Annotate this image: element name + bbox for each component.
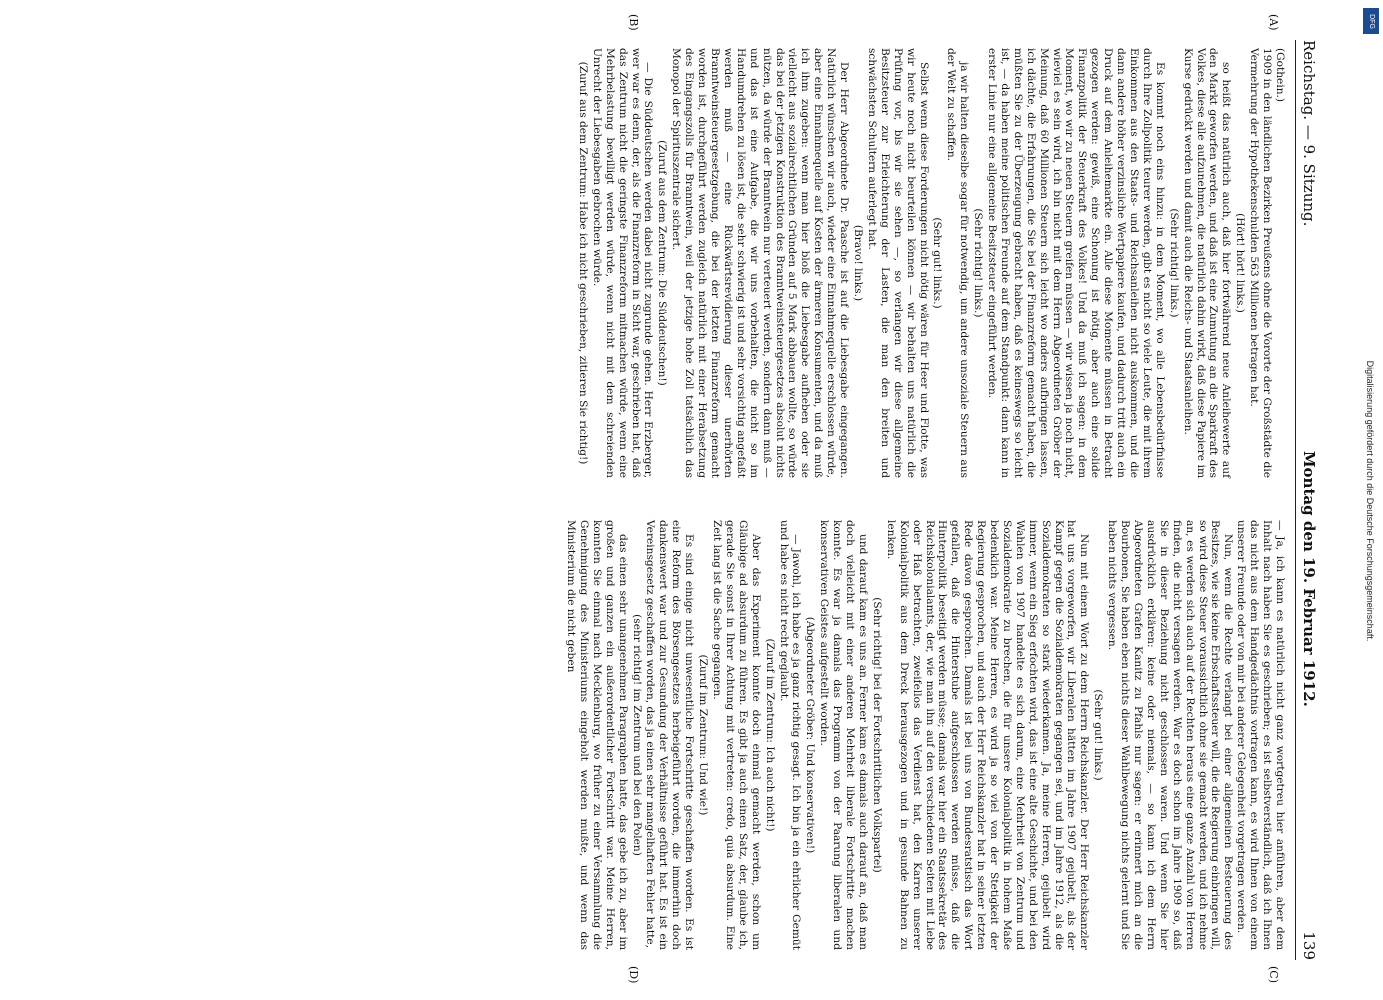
footer-credit-strip: [1360, 6, 1382, 996]
paragraph: Es sind einige nicht unwesentliche Fortschritte geschaffen worden. Es ist eine Reform des Börsengesetzes herbeigeführt worden, die immerhin doch dankenswert war und zur Gesundung der Verhältnisse geführt hat. Es ist ein Vereinsgesetz geschaffen worden, das ja einen sehr mangelhaften Fehler hatte,: [644, 520, 696, 950]
paragraph: Der Herr Abgeordnete Dr. Paasche ist auf die Liebesgabe eingegangen. Natürlich wünschen wir auch, wieder eine Einnahmequelle erschlossen würde, aber eine Einnahmequelle auf Kosten der ärmeren Konsumenten, und da muß ich ihm zugeben: wenn man hier bloß die Liebesgabe aufheben oder sie vielleicht aus sozialrechtlichen Gründen auf 5 Mark abbauen wollte, so würde das bei der jetzigen Konstruktion des Branntweinsteuergesetzes absolut nichts nützen, da würde der Branntwein nur verteuert werden, sondern dann muß — und das ist eine Aufgabe, die wir uns vorbehalten, die nicht so im Handumdrehen zu lösen ist, die sehr schwierig ist und sehr vorsichtig angefaßt werden muß — eine Rückwärtsrevidierung dieser unerhörten Branntweinsteuergesetzgebung, die bei der letzten Finanzreform gemacht worden ist, durchgeführt werden zugleich natürlich mit einer Herabsetzung des Eingangszolls für Branntwein, weil der jetzige hohe Zoll tatsächlich das Monopol der Spirituszentrale sichert.: [670, 48, 851, 478]
stage-direction: (Abgeordneter Gröber: Und konservativen!): [804, 616, 817, 854]
stage-direction: (Zuruf im Zentrum: Und wie!): [697, 654, 710, 816]
digitization-credit: Digitalisierung gefördert durch die Deutsche Forschungsgemeinschaft.: [1365, 360, 1375, 642]
stage-direction: (Zuruf im Zentrum: Ich auch nicht!): [763, 638, 776, 832]
stage-direction: (sehr richtig! im Zentrum und bei den Polen): [630, 614, 643, 856]
paragraph: Nun mit einem Wort zu dem Herrn Reichskanzler. Der Herr Reichskanzler hat uns vorgeworfen, wir Liberalen hätten im Jahre 1907 gejubelt, als der Kampf gegen die Sozialdemokraten gegangen sei, und im Jahre 1912, als die Sozialdemokraten so stark wiederkamen. Ja, meine Herren, gejubelt wird immer, wenn ein Sieg erfochten wird, das ist eine alte Geschichte, und bei den Wahlen von 1907 handelte es sich darum, eine Mehrheit von Zentrum und Sozialdemokratie zu brechen, die für unsere Kolonialpolitik in hohem Maße bedenklich war. Meine Herren, es wird ja so viel von der Stetigkeit der Regierung gesprochen, und auch der Herr Reichskanzler hat in seiner letzten Rede davon gesprochen. Damals ist bei uns von Bundesratstisch das Wort gefallen, daß die Hinterstube aufgeschlossen werden müsse, daß die Hinterpolitik beseitigt werden müsse; damals war hier ein Staatssekretär des Reichskolonialamts, der, wie man ihn auf den verschiedenen Seiten mit Liebe oder Haß betrachten, zweifellos das Verdienst hat, den Karren unserer Kolonialpolitik aus dem Dreck herausgezogen und in gesunde Bahnen zu lenken.: [884, 520, 1091, 950]
stage-direction: (Sehr richtig! bei der Fortschrittlichen Volkspartei): [870, 597, 883, 873]
stage-direction: (Sehr richtig! links.): [1167, 208, 1180, 318]
paragraph: Es kommt noch eins hinzu: in dem Moment, wo alle Lebensbedürfnisse durch Ihre Zollpolitik teurer werden, gibt es nicht so viele Leute, die mit ihrem Einkommen aus den Staats- und Reichsanleihen nicht auskommen, und die dann andere höher verzinsliche Wertpapiere kaufen, und dadurch tritt auch ein Druck auf dem Anleihemarkte ein. Alle diese Momente müssen in Betracht gezogen werden: gewiß, eine Schonung ist nötig, aber auch eine solide Finanzpolitik der Steuerkraft des Volkes! Und da muß ich sagen: in dem Moment, wo wir zu neuen Steuern greifen müssen — wir wissen ja noch nicht, wieviel es sein wird, ich bin nicht mit dem Herrn Abgeordneten Gröber der Meinung, daß 60 Millionen Steuern sich leicht wo anders aufbringen lassen, ich dächte, die Erfahrungen, die Sie bei der Finanzreform gemacht haben, die müßten Sie zu der Überzeugung gebracht haben, daß es keineswegs so leicht ist, — da haben meine politischen Freunde auf dem Standpunkt: dann kann in erster Linie nur eine allgemeine Besitzsteuer eingeführt werden.: [986, 48, 1166, 478]
stage-direction: (Bravo! links.): [852, 224, 864, 302]
margin-mark-a: (A): [1267, 14, 1280, 31]
margin-mark-b: (B): [627, 14, 640, 31]
paragraph: und darauf kam es uns an. Ferner kam es damals auch darauf an, daß man doch vielleicht mit einer anderen Mehrheit liberale Fortschritte machen konnte. Es war ja damals das Programm von der Paarung liberalen und konservativen Geistes aufgestellt worden.: [818, 520, 869, 950]
stage-direction: (Hört! hört! links.): [1234, 213, 1247, 313]
dfg-logo-text: DFG: [1367, 13, 1375, 29]
stage-direction: (Sehr richtig! links.): [972, 208, 985, 318]
margin-mark-d: (D): [627, 966, 640, 984]
paragraph: — Ja, ich kann es natürlich nicht ganz wortgetreu hier anführen, aber dem Inhalt nach haben Sie es geschrieben; es ist selbstverständlich, daß ich Ihnen das nicht aus dem Handgedächtnis vortragen kann, es wird Ihnen von einem unserer Freunde oder von mir bei anderer Gelegenheit vorgetragen werden.: [1235, 520, 1286, 950]
stage-direction: (Sehr gut! links.): [931, 217, 944, 309]
right-column: [564, 520, 1286, 950]
left-column: [575, 48, 1286, 478]
stage-direction: (Sehr gut! links.): [1092, 689, 1105, 781]
margin-mark-c: (C): [1267, 966, 1280, 983]
paragraph: Nun, wenn die Rechte verlangt bei einer allgemeinen Besteuerung des Besitzes, wie sie keine Erbschaftssteuer will, die die Regierung einbringen will, so wird diese Steuer voraussichtlich ohne sie gemacht werden, und ich nehme an, es werden sich auch auf der Rechten heraus eine ganze Anzahl von Herren finden, die nicht versagen werden. War es doch schon im Jahre 1909 so, daß Sie in dieser Beziehung nicht geschlossen waren. Und wenn Sie hier ausdrücklich erklären: keine oder niemals, — so kann ich dem Herrn Abgeordneten Grafen Kanitz zu Pfahls nur sagen: er erinnert mich an die Bourbonen, Sie haben eben nichts dieser Wahlbewegung nichts gelernt und Sie haben nichts vergessen.: [1106, 520, 1235, 950]
paragraph: (Gothein.): [1274, 48, 1286, 103]
stage-direction: (Zuruf aus dem Zentrum: Habe ich nicht geschrieben, zitieren Sie richtig!): [576, 61, 589, 465]
header-left: Reichstag. — 9. Sitzung.: [1300, 40, 1318, 227]
page-header: [1295, 40, 1330, 960]
paragraph: so heißt das natürlich auch, daß hier fortwährend neue Anleihewerte auf den Markt geworfen werden, und daß ist eine Zumutung an die Sparkraft des Volkes, diese alle aufzunehmen, die natürlich dahin wirkt, daß diese Papiere im Kurse gedrückt werden und damit auch die Reichs- und Staatsanleihen.: [1181, 48, 1233, 478]
paragraph: — Die Süddeutschen werden dabei nicht zugrunde gehen. Herr Erzberger, wer war es denn, der, als die Finanzreform in Sicht war, geschrieben hat, daß das Zentrum nicht die geringste Finanzreform mitmachen würde, wenn eine Mehrbelastung bewilligt werden würde, wenn nicht mit dem schreienden Unrecht der Liebesgaben gebrochen würde.: [590, 48, 655, 478]
stage-direction: (Zuruf aus dem Zentrum: Die Süddeutschen!): [656, 140, 669, 386]
paragraph: 1909 in den ländlichen Bezirken Preußens ohne die Vororte der Großstädte die Vermehrung der Hypothekenschulden 563 Millionen betragen hat.: [1248, 48, 1274, 478]
document-page: [40, 0, 1340, 1000]
dfg-logo: [1363, 8, 1379, 34]
paragraph: das einen sehr unangenehmen Paragraphen hatte, das gebe ich zu, aber im großen und ganzen ein außerordentlicher Fortschritt war. Meine Herren, konnten Sie einmal nach Mecklenburg, wo früher zu einer Versammlung die Genehmigung des Ministeriums eingeholt werden mußte, und wenn das Ministerium die nicht geben: [565, 520, 629, 950]
paragraph: Selbst wenn diese Forderungen nicht nötig wären für Heer und Flotte, was wir heute noch nicht beurteilen können — wir behalten uns natürlich die Prüfung vor, bis wir sie sehen —, so verlangen wir diese allgemeine Besitzsteuer zur Erleichterung der Lasten, die man den breiten und schwächsten Schultern auferlegt hat.: [865, 48, 930, 478]
paragraph: — Jawohl, ich habe es ja ganz richtig gesagt. Ich bin ja ein ehrlicher Gemüt und habe es nicht recht geglaubt.: [777, 520, 803, 950]
paragraph: ja wir halten dieselbe sogar für notwendig, um andere unsoziale Steuern aus der Welt zu schaffen.: [945, 48, 971, 478]
header-date: Montag den 19. Februar 1912.: [1300, 450, 1318, 707]
page-number: 139: [1300, 931, 1318, 960]
paragraph: Aber das Experiment konnte doch einmal gemacht werden, schon um Gläubige ad absurdum zu führen. Es gibt ja auch einen Satz, der, glaube ich, gerade Sie sonst in Ihrer Achtung mit vertreten: credo, quia absurdum. Eine Zeit lang ist die Sache gegangen.: [711, 520, 762, 950]
